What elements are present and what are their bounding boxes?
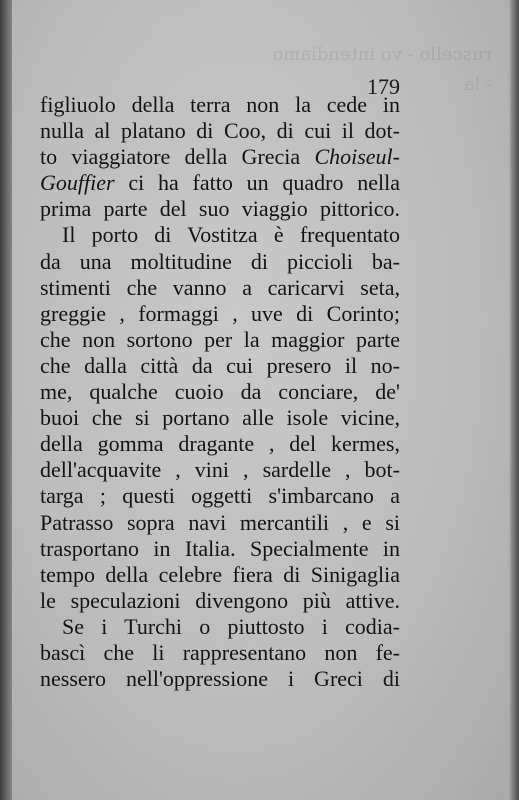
body-text bbox=[40, 92, 400, 692]
line-text: ci ha fatto un quadro nella bbox=[114, 170, 400, 196]
text-line: le speculazioni divengono più attive. bbox=[40, 587, 400, 613]
text-line bbox=[40, 170, 400, 196]
text-line: nulla al platano di Coo, di cui il dot- bbox=[40, 118, 400, 144]
text-line bbox=[40, 144, 400, 170]
text-line: della gomma dragante , del kermes, bbox=[40, 431, 400, 457]
text-line: Il porto di Vostitza è frequentato bbox=[62, 222, 400, 248]
bleed-through-text: ruscello - vo intendiamo - la bbox=[272, 44, 492, 95]
text-line: stimenti che vanno a caricarvi seta, bbox=[40, 274, 400, 300]
text-line: nessero nell'oppressione i Greci di bbox=[40, 666, 400, 692]
text-line: Se i Turchi o piuttosto i codia- bbox=[62, 613, 400, 639]
text-line: trasportano in Italia. Specialmente in bbox=[40, 535, 400, 561]
text-line: tempo della celebre fiera di Sinigaglia bbox=[40, 561, 400, 587]
text-line: che dalla città da cui presero il no- bbox=[40, 352, 400, 378]
text-line: buoi che si portano alle isole vicine, bbox=[40, 405, 400, 431]
text-line: prima parte del suo viaggio pittorico. bbox=[40, 196, 400, 222]
italic-text: Choiseul- bbox=[314, 144, 400, 170]
page-number: 179 bbox=[367, 74, 400, 99]
text-line: bascì che li rappresentano non fe- bbox=[40, 639, 400, 665]
text-line: figliuolo della terra non la cede in bbox=[40, 92, 400, 117]
italic-text: Gouffier bbox=[40, 170, 115, 196]
text-line: Patrasso sopra navi mercantili , e si bbox=[40, 509, 400, 535]
text-line: targa ; questi oggetti s'imbarcano a bbox=[40, 483, 400, 509]
text-line: dell'acquavite , vini , sardelle , bot- bbox=[40, 457, 400, 483]
text-line: greggie , formaggi , uve di Corinto; bbox=[40, 300, 400, 326]
page-right-edge bbox=[509, 0, 519, 800]
text-line: da una moltitudine di piccioli ba- bbox=[40, 248, 400, 274]
line-text: to viaggiatore della Grecia bbox=[40, 144, 315, 170]
text-line: che non sortono per la maggior parte bbox=[40, 326, 400, 352]
text-line: me, qualche cuoio da conciare, de' bbox=[40, 379, 400, 405]
